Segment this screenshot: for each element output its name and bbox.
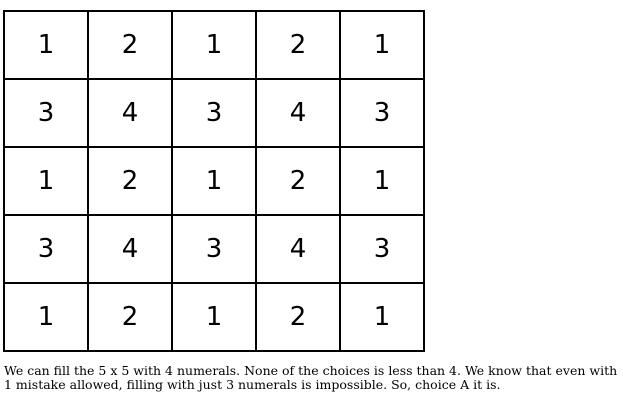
- grid-cell: 2: [88, 283, 172, 351]
- grid-row: [4, 147, 424, 215]
- grid-cell: 4: [256, 79, 340, 147]
- grid-cell: 1: [340, 283, 424, 351]
- grid-cell: 1: [340, 11, 424, 79]
- grid-cell: 1: [4, 147, 88, 215]
- grid-cell: 1: [172, 147, 256, 215]
- grid-cell: 1: [4, 11, 88, 79]
- grid-cell: 3: [172, 79, 256, 147]
- grid-row: [4, 11, 424, 79]
- grid-cell: 3: [340, 215, 424, 283]
- grid-row: [4, 79, 424, 147]
- grid-cell: 4: [88, 79, 172, 147]
- grid-cell: 2: [256, 283, 340, 351]
- grid-cell: 3: [4, 215, 88, 283]
- grid-cell: 2: [256, 147, 340, 215]
- grid-cell: 3: [4, 79, 88, 147]
- grid-cell: 1: [340, 147, 424, 215]
- grid-cell: 2: [88, 147, 172, 215]
- grid-cell: 1: [172, 11, 256, 79]
- grid-cell: 2: [256, 11, 340, 79]
- number-grid: [3, 10, 425, 352]
- grid-cell: 1: [172, 283, 256, 351]
- grid-cell: 4: [88, 215, 172, 283]
- grid-cell: 3: [340, 79, 424, 147]
- grid-cell: 3: [172, 215, 256, 283]
- grid-cell: 4: [256, 215, 340, 283]
- grid-cell: 1: [4, 283, 88, 351]
- grid-row: [4, 215, 424, 283]
- grid-row: [4, 283, 424, 351]
- grid-cell: 2: [88, 11, 172, 79]
- explanation-text: We can fill the 5 x 5 with 4 numerals. None of the choices is less than 4. We know that even with 1 mistake allowed, filling with just 3 numerals is impossible. So, choice A it is.: [4, 363, 618, 392]
